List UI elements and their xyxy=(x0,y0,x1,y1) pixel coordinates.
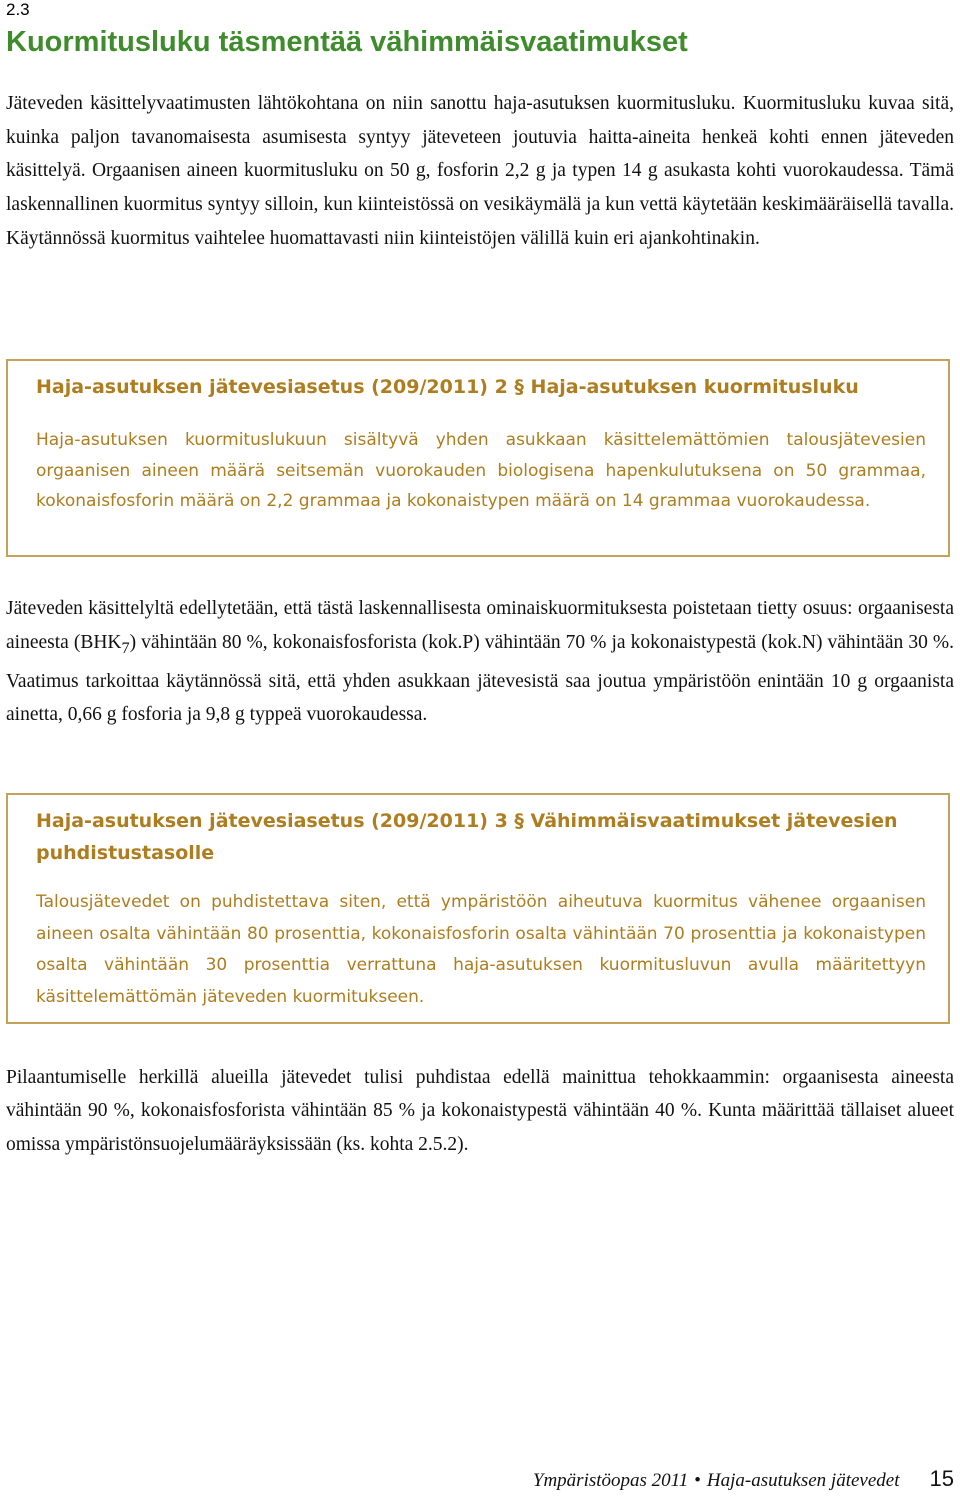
regulation-box-title: Haja-asutuksen jätevesiasetus (209/2011) 2 § Haja-asutuksen kuormitusluku xyxy=(36,376,859,398)
regulation-box-title: Haja-asutuksen jätevesiasetus (209/2011) 3 § Vähimmäisvaatimukset jätevesien puhdistustasolle xyxy=(36,810,898,864)
footer-publication: Ympäristöopas 2011 xyxy=(532,1470,689,1491)
regulation-box-3 xyxy=(6,793,950,1024)
page-footer xyxy=(533,1466,954,1492)
paragraph-sensitive-areas: Pilaantumiselle herkillä alueilla jätevedet tulisi puhdistaa edellä mainittua tehokkaammin: orgaanisesta aineesta vähintään 90 %, kokonaisfosforista vähintään 85 % ja kokonaistypestä vähintään 40 %. Kunta määrittää tällaiset alueet omissa ympäristönsuojelumääräyksissään (ks. kohta 2.5.2). xyxy=(6,1067,954,1155)
page-number: 15 xyxy=(929,1466,954,1491)
section-title: Kuormitusluku täsmentää vähimmäisvaatimukset xyxy=(6,26,688,58)
footer-bullet: • xyxy=(694,1470,701,1491)
section-number: 2.3 xyxy=(6,0,30,19)
paragraph-treatment-requirements xyxy=(6,592,954,732)
footer-chapter: Haja-asutuksen jätevedet xyxy=(706,1470,900,1491)
regulation-box-text: Talousjätevedet on puhdistettava siten, että ympäristöön aiheutuva kuormitus vähenee orgaanisen aineen osalta vähintään 80 prosenttia, kokonaisfosforin osalta vähintään 70 prosenttia ja kokonaistypen osalta vähintään 30 prosenttia verrattuna haja-asutuksen kuormitusluvun avulla määritettyyn käsittelemättömän jäteveden kuormitukseen. xyxy=(36,892,926,1007)
paragraph-text-part: Jäteveden käsittelyltä edellytetään, että tästä laskennallisesta ominaiskuormituksesta poistetaan tietty osuus: orgaanisesta aineesta (BHK xyxy=(6,598,954,653)
bod-subscript: 7 xyxy=(121,638,130,657)
regulation-box-2 xyxy=(6,359,950,557)
paragraph-text-part: ) vähintään 80 %, kokonaisfosforista (kok.P) vähintään 70 % ja kokonaistypestä (kok.N) vähintään 30 %. Vaatimus tarkoittaa käytännössä sitä, että yhden asukkaan jätevesistä saa joutua ympäristöön enintään 10 g orgaanista ainetta, 0,66 g fosforia ja 9,8 g typpeä vuorokaudessa. xyxy=(6,631,954,726)
regulation-box-text: Haja-asutuksen kuormituslukuun sisältyvä yhden asukkaan käsittelemättömien talousjätevesien orgaanisen aineen määrä seitsemän vuorokauden biologisena hapenkulutuksena on 50 grammaa, kokonaisfosforin määrä on 2,2 grammaa ja kokonaistypen määrä on 14 grammaa vuorokaudessa. xyxy=(36,430,926,511)
paragraph-load-figure: Jäteveden käsittelyvaatimusten lähtökohtana on niin sanottu haja-asutuksen kuormitusluku. Kuormitusluku kuvaa sitä, kuinka paljon tavanomaisesta asumisesta syntyy jäteveteen joutuvia haitta-aineita henkeä kohti ennen jäteveden käsittelyä. Orgaanisen aineen kuormitusluku on 50 g, fosforin 2,2 g ja typen 14 g asukasta kohti vuorokaudessa. Tämä laskennallinen kuormitus syntyy silloin, kun kiinteistössä on vesikäymälä ja kun vettä käytetään keskimääräisellä tavalla. Käytännössä kuormitus vaihtelee huomattavasti niin kiinteistöjen välillä kuin eri ajankohtinakin. xyxy=(6,93,954,249)
